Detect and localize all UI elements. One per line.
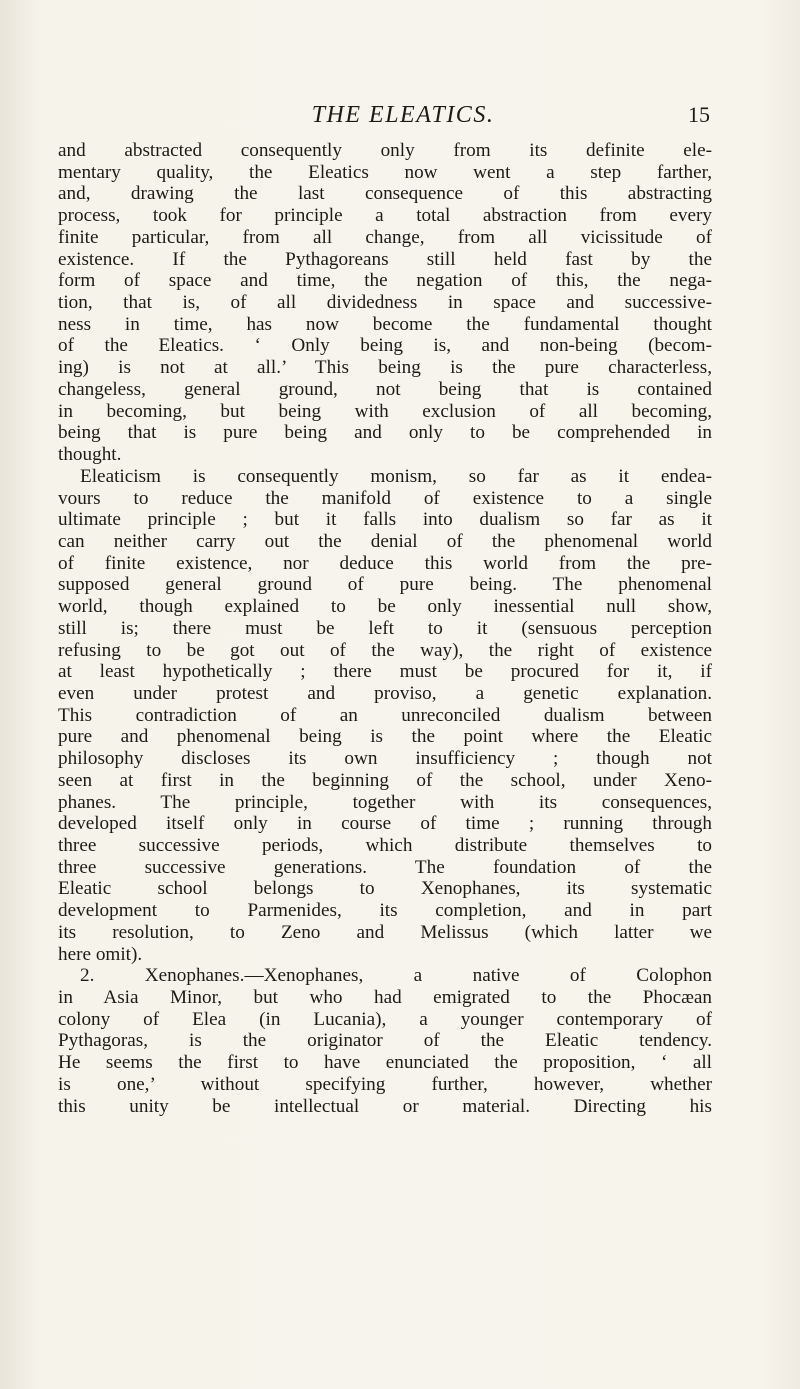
- text-line: three successive periods, which distribute themselves to: [58, 835, 712, 856]
- text-line: vours to reduce the manifold of existence to a single: [58, 487, 712, 509]
- text-line: finite particular, from all change, from all vicissitude of: [58, 226, 712, 248]
- text-line: and, drawing the last consequence of this abstracting: [58, 183, 712, 205]
- text-line: process, took for principle a total abstraction from every: [58, 205, 712, 227]
- text-line: colony of Elea (in Lucania), a younger contemporary of: [58, 1008, 712, 1030]
- text-line: Eleatic school belongs to Xenophanes, its systematic: [58, 878, 712, 900]
- text-line: thought.: [58, 444, 122, 466]
- text-line: at least hypothetically ; there must be procured for it, if: [58, 661, 712, 683]
- text-line: of the Eleatics. ‘ Only being is, and non-being (becom-: [58, 335, 712, 357]
- text-line: refusing to be got out of the way), the right of existence: [58, 639, 712, 661]
- text-line: tion, that is, of all dividedness in space and successive-: [58, 292, 712, 314]
- text-line: world, though explained to be only inessential null show,: [58, 596, 712, 618]
- running-head: [96, 102, 710, 132]
- text-line: in becoming, but being with exclusion of all becoming,: [58, 400, 712, 422]
- text-line: is one,’ without specifying further, however, whether: [58, 1073, 712, 1095]
- text-line: form of space and time, the negation of this, the nega-: [58, 270, 712, 292]
- text-line: This contradiction of an unreconciled dualism between: [58, 704, 712, 726]
- text-line: being that is pure being and only to be comprehended in: [58, 422, 712, 444]
- body-text: [58, 140, 712, 1117]
- text-line: existence. If the Pythagoreans still held fast by the: [58, 248, 712, 270]
- text-line: three successive generations. The foundation of the: [58, 856, 712, 878]
- text-line: even under protest and proviso, a genetic explanation.: [58, 682, 712, 704]
- text-line: ness in time, has now become the fundamental thought: [58, 313, 712, 335]
- text-line: of finite existence, nor deduce this world from the pre-: [58, 552, 712, 574]
- text-line: philosophy discloses its own insufficiency ; though not: [58, 748, 712, 770]
- text-line: supposed general ground of pure being. The phenomenal: [58, 574, 712, 596]
- page-number: 15: [688, 102, 710, 127]
- text-line: pure and phenomenal being is the point where the Eleatic: [58, 726, 712, 748]
- text-line: its resolution, to Zeno and Melissus (which latter we: [58, 921, 712, 943]
- text-line: here omit).: [58, 943, 143, 965]
- text-line: He seems the first to have enunciated the proposition, ‘ all: [58, 1052, 712, 1074]
- text-line: changeless, general ground, not being that is contained: [58, 378, 712, 400]
- section-heading-line: 2. Xenophanes.—Xenophanes, a native of Colophon: [80, 965, 712, 987]
- running-title: THE ELEATICS.: [311, 102, 495, 128]
- text-line: phanes. The principle, together with its consequences,: [58, 791, 712, 813]
- text-line: can neither carry out the denial of the phenomenal world: [58, 530, 712, 552]
- text-line: Pythagoras, is the originator of the Eleatic tendency.: [58, 1030, 712, 1052]
- text-line: in Asia Minor, but who had emigrated to the Phocæan: [58, 987, 712, 1009]
- paragraph-start-line: Eleaticism is consequently monism, so far as it endea-: [80, 465, 712, 487]
- text-line: development to Parmenides, its completion, and in part: [58, 900, 712, 922]
- text-line: seen at first in the beginning of the school, under Xeno-: [58, 769, 712, 791]
- text-line: still is; there must be left to it (sensuous perception: [58, 617, 712, 639]
- text-line: mentary quality, the Eleatics now went a step farther,: [58, 161, 712, 183]
- text-line: ultimate principle ; but it falls into dualism so far as it: [58, 509, 712, 531]
- text-line: this unity be intellectual or material. Directing his: [58, 1095, 712, 1117]
- text-line: ing) is not at all.’ This being is the pure characterless,: [58, 357, 712, 379]
- text-line: developed itself only in course of time ; running through: [58, 813, 712, 835]
- text-line: and abstracted consequently only from its definite ele-: [58, 140, 712, 161]
